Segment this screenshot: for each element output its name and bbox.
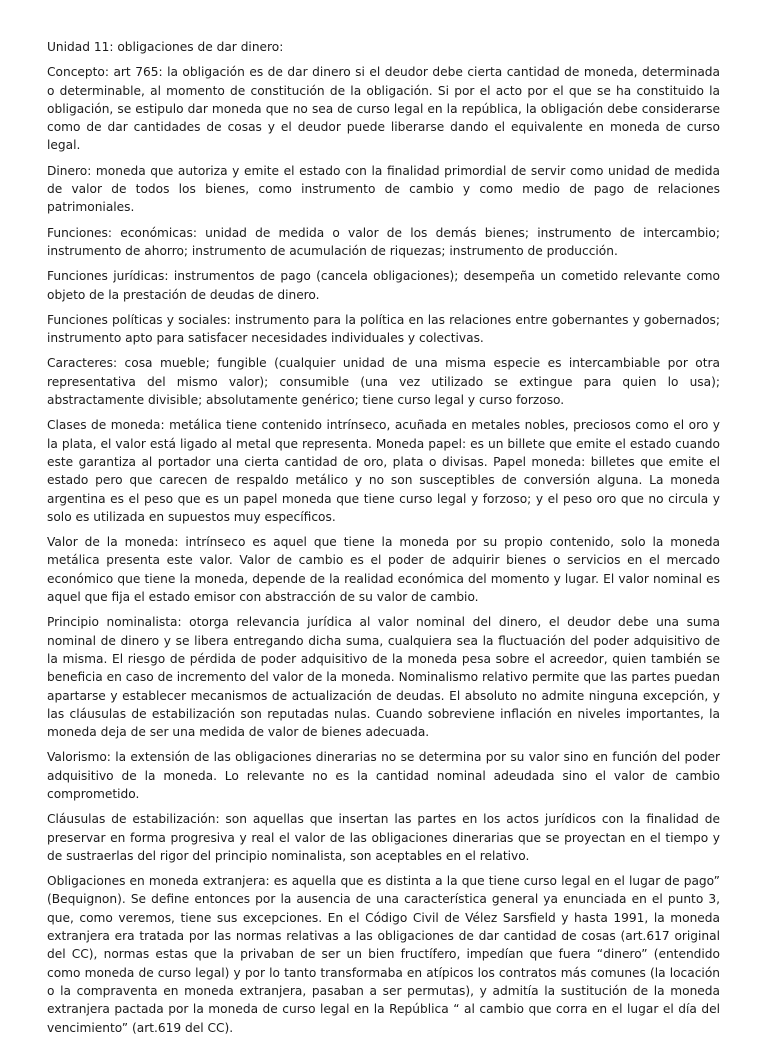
document-page [47, 38, 720, 1044]
paragraph-clausulas-estabilizacion: Cláusulas de estabilización: son aquellas que insertan las partes en los actos jurídicos con la finalidad de preservar en forma progresiva y real el valor de las obligaciones dinerarias que se proyectan en el tiempo y de sustraerlas del rigor del principio nominalista, son aceptables en el relativo. [47, 812, 720, 863]
paragraph-dinero: Dinero: moneda que autoriza y emite el estado con la finalidad primordial de servir como unidad de medida de valor de todos los bienes, como instrumento de cambio y como medio de pago de relaciones patrimoniales. [47, 163, 720, 215]
document-title: Unidad 11: obligaciones de dar dinero: [47, 40, 284, 54]
paragraph-funciones-politicas: Funciones políticas y sociales: instrumento para la política en las relaciones entre gobernantes y gobernados; instrumento apto para satisfacer necesidades individuales y colectivas. [47, 312, 720, 346]
paragraph-valor-de-la-moneda: Valor de la moneda: intrínseco es aquel que tiene la moneda por su propio contenido, solo la moneda metálica presenta este valor. Valor de cambio es el poder de adquirir bienes o servicios en el mercado económico que tiene la moneda, depende de la realidad económica del momento y lugar. El valor nominal es aquel que fija el estado emisor con abstracción de su valor de cambio. [47, 535, 720, 605]
paragraph-funciones-economicas: Funciones: económicas: unidad de medida o valor de los demás bienes; instrumento de intercambio; instrumento de ahorro; instrumento de acumulación de riquezas; instrumento de producción. [47, 225, 720, 258]
paragraph-caracteres: Caracteres: cosa mueble; fungible (cualquier unidad de una misma especie es intercambiable por otra representativa del mismo valor); consumible (una vez utilizado se extingue para quien lo usa); abstractamente divisible; absolutamente genérico; tiene curso legal y curso forzoso. [47, 356, 720, 408]
paragraph-valorismo: Valorismo: la extensión de las obligaciones dinerarias no se determina por su valor sino en función del poder adquisitivo de la moneda. Lo relevante no es la cantidad nominal adeudada sino el valor de cambio comprometido. [47, 750, 720, 801]
paragraph-principio-nominalista: Principio nominalista: otorga relevancia jurídica al valor nominal del dinero, el deudor debe una suma nominal de dinero y se libera entregando dicha suma, cualquiera sea la fluctuación del poder adquisitivo de la misma. El riesgo de pérdida de poder adquisitivo de la moneda pesa sobre el acreedor, quien también se beneficia en caso de incremento del valor de la moneda. Nominalismo relativo permite que las partes puedan apartarse y establecer mecanismos de actualización de deudas. El absoluto no admite ninguna excepción, y las cláusulas de estabilización son reputadas nulas. Cuando sobreviene inflación en niveles importantes, la moneda deja de ser una medida de valor de bienes adecuada. [47, 615, 720, 740]
paragraph-moneda-extranjera: Obligaciones en moneda extranjera: es aquella que es distinta a la que tiene curso legal en el lugar de pago” (Bequignon). Se define entonces por la ausencia de una característica general ya enunciada en el punto 3, que, como veremos, tiene sus excepciones. En el Código Civil de Vélez Sarsfield y hasta 1991, la moneda extranjera era tratada por las normas relativas a las obligaciones de dar cantidad de cosas (art.617 original del CC), normas estas que la privaban de ser un bien fructífero, impedían que fuera “dinero” (entendido como moneda de curso legal) y por lo tanto transformaba en atípicos los contratos más comunes (la locación o la compraventa en moneda extranjera, pasaban a ser permutas), y admitía la sustitución de la moneda extranjera pactada por la moneda de curso legal en la República “ al cambio que corra en el lugar el día del vencimiento” (art.619 del CC). [47, 874, 720, 1035]
paragraph-funciones-juridicas: Funciones jurídicas: instrumentos de pago (cancela obligaciones); desempeña un cometido relevante como objeto de la prestación de deudas de dinero. [47, 269, 720, 302]
paragraph-clases-de-moneda: Clases de moneda: metálica tiene contenido intrínseco, acuñada en metales nobles, preciosos como el oro y la plata, el valor está ligado al metal que representa. Moneda papel: es un billete que emite el estado cuando este garantiza al portador una cierta cantidad de oro, plata o divisas. Papel moneda: billetes que emite el estado pero que carecen de respaldo metálico y no son susceptibles de conversión alguna. La moneda argentina es el peso que es un papel moneda que tiene curso legal y forzoso; y el peso oro que no circula y solo es utilizada en supuestos muy específicos. [47, 418, 720, 524]
paragraph-concepto: Concepto: art 765: la obligación es de dar dinero si el deudor debe cierta cantidad de moneda, determinada o determinable, al momento de constitución de la obligación. Si por el acto por el que se ha constituido la obligación, se estipulo dar moneda que no sea de curso legal en la república, la obligación debe considerarse como de dar cantidades de cosas y el deudor puede liberarse dando el equivalente en moneda de curso legal. [47, 65, 720, 153]
